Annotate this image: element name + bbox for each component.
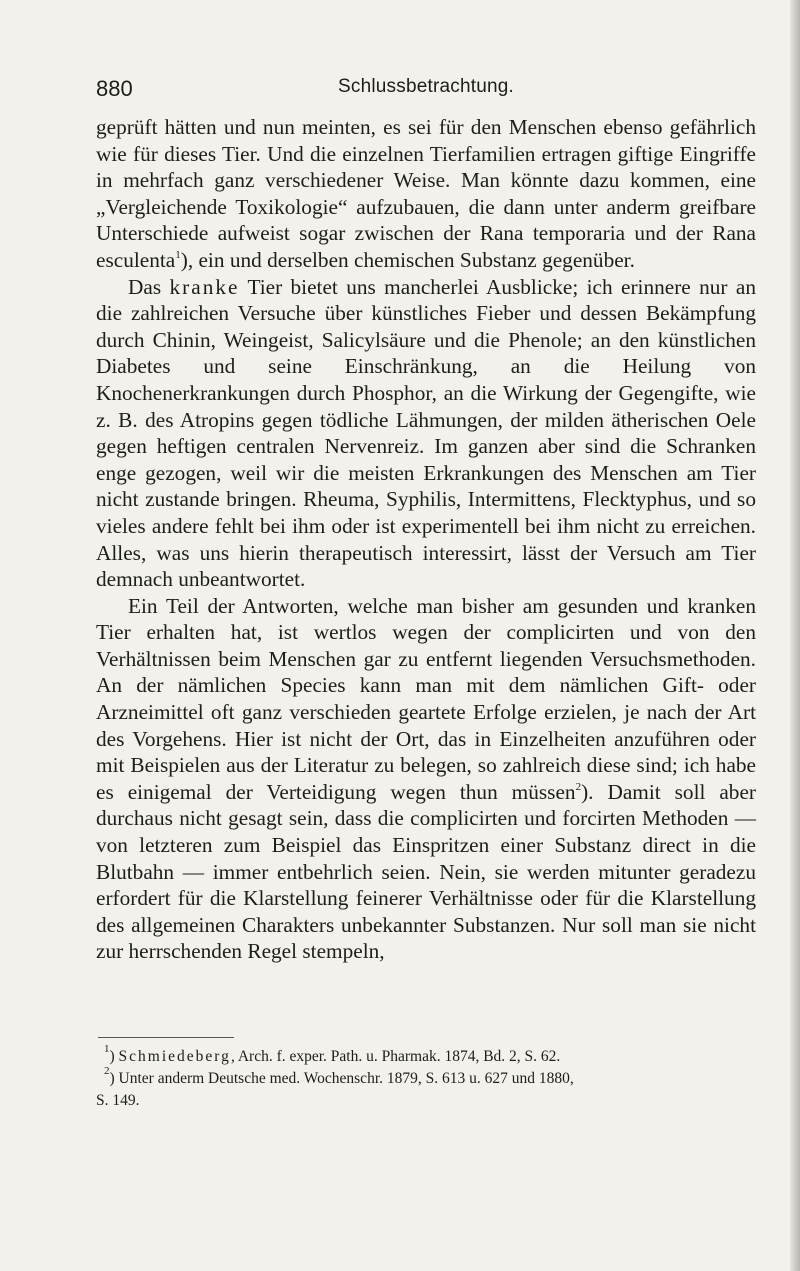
paragraph-1 <box>96 114 756 274</box>
paragraph-2-text-b: Tier bietet uns mancherlei Ausblicke; ich erinnere nur an die zahlreichen Versuche über künstliches Fieber und dessen Bekämpfung durch Chinin, Weingeist, Salicylsäure und die Phenole; an den künstlichen Diabetes und seine Einschränkung, an die Heilung von Knochenerkrankungen durch Phosphor, an die Wirkung der Gegengifte, wie z. B. des Atropins gegen tödliche Lähmungen, der milden ätherischen Oele gegen heftigen centralen Nervenreiz. Im ganzen aber sind die Schranken enge gezogen, weil wir die meisten Erkrankungen des Menschen am Tier nicht zustande bringen. Rheuma, Syphilis, Intermittens, Flecktyphus, und so vieles andere fehlt bei ihm oder ist experimentell bei ihm nicht zu erreichen. Alles, was uns hierin therapeutisch interessirt, lässt der Versuch am Tier demnach unbeantwortet. <box>96 274 756 592</box>
page-number: 880 <box>96 76 133 101</box>
footnote-2-mark: 2 <box>104 1065 110 1077</box>
page-header <box>96 76 756 110</box>
footnote-ref-1: 1 <box>175 248 181 261</box>
page-edge-shadow <box>790 0 800 1271</box>
footnote-2-continuation: S. 149. <box>96 1092 140 1109</box>
paragraph-1-text-b: ), ein und derselben chemischen Substanz gegenüber. <box>180 247 635 272</box>
footnote-1-author: Schmiedeberg <box>118 1048 231 1065</box>
footnote-ref-2: 2 <box>575 780 582 793</box>
footnote-2 <box>96 1065 756 1090</box>
footnotes <box>96 1043 756 1112</box>
paragraph-3-text-a: Ein Teil der Antworten, welche man bisher am gesunden und kranken Tier erhalten hat, ist wertlos wegen der complicirten und von den Verhältnissen beim Menschen gar zu entfernt liegenden Versuchsmethoden. An der nämlichen Species kann man mit dem nämlichen Gift- oder Arzneimittel oft ganz verschieden geartete Erfolge erzielen, je nach der Art des Vorgehens. Hier ist nicht der Ort, das in Einzelheiten anzuführen oder mit Beispielen aus der Literatur zu belegen, so zahlreich diese sind; ich habe es einigemal der Verteidigung wegen thun müssen <box>96 593 756 804</box>
body-text <box>96 114 756 965</box>
footnote-1: $^1$) Schmiedeberg, Arch. f. exper. Path. u. Pharmak. 1874, Bd. 2, S. 62. <box>104 1043 561 1065</box>
paragraph-2 <box>96 274 756 593</box>
footnote-2-text: ) Unter anderm Deutsche med. Wochenschr. 1879, S. 613 u. 627 und 1880, <box>109 1070 574 1087</box>
paragraph-3 <box>96 593 756 965</box>
footnote-rule <box>98 1037 234 1038</box>
footnote-1-mark: 1 <box>104 1043 110 1055</box>
running-title: Schlussbetrachtung. <box>338 76 514 97</box>
paragraph-3-text-b: ). Damit soll aber durchaus nicht gesagt sein, dass die complicirten und forcirten Methoden — von letzteren zum Beispiel das Einspritzen einer Substanz direct in die Blutbahn — immer entbehrlich seien. Nein, sie werden mitunter geradezu erfordert für die Klarstellung feinerer Verhältnisse oder für die Klarstellung des allgemeinen Charakters unbekannter Substanzen. Nur soll man sie nicht zur herrschenden Regel stempeln, <box>96 779 756 964</box>
paragraph-2-text-a: Das <box>128 274 170 299</box>
emphasized-word: kranke <box>169 274 240 299</box>
footnote-1-text: , Arch. f. exper. Path. u. Pharmak. 1874, Bd. 2, S. 62. <box>230 1048 561 1065</box>
paragraph-1-text-a: geprüft hätten und nun meinten, es sei für den Menschen ebenso gefährlich wie für dieses Tier. Und die einzelnen Tierfamilien ertragen giftige Eingriffe in mehrfach ganz verschiedener Weise. Man könnte dazu kommen, eine „Vergleichende Toxikologie“ aufzubauen, die dann unter anderm greifbare Unterschiede aufweist sogar zwischen der Rana temporaria und der Rana esculenta <box>96 115 756 272</box>
